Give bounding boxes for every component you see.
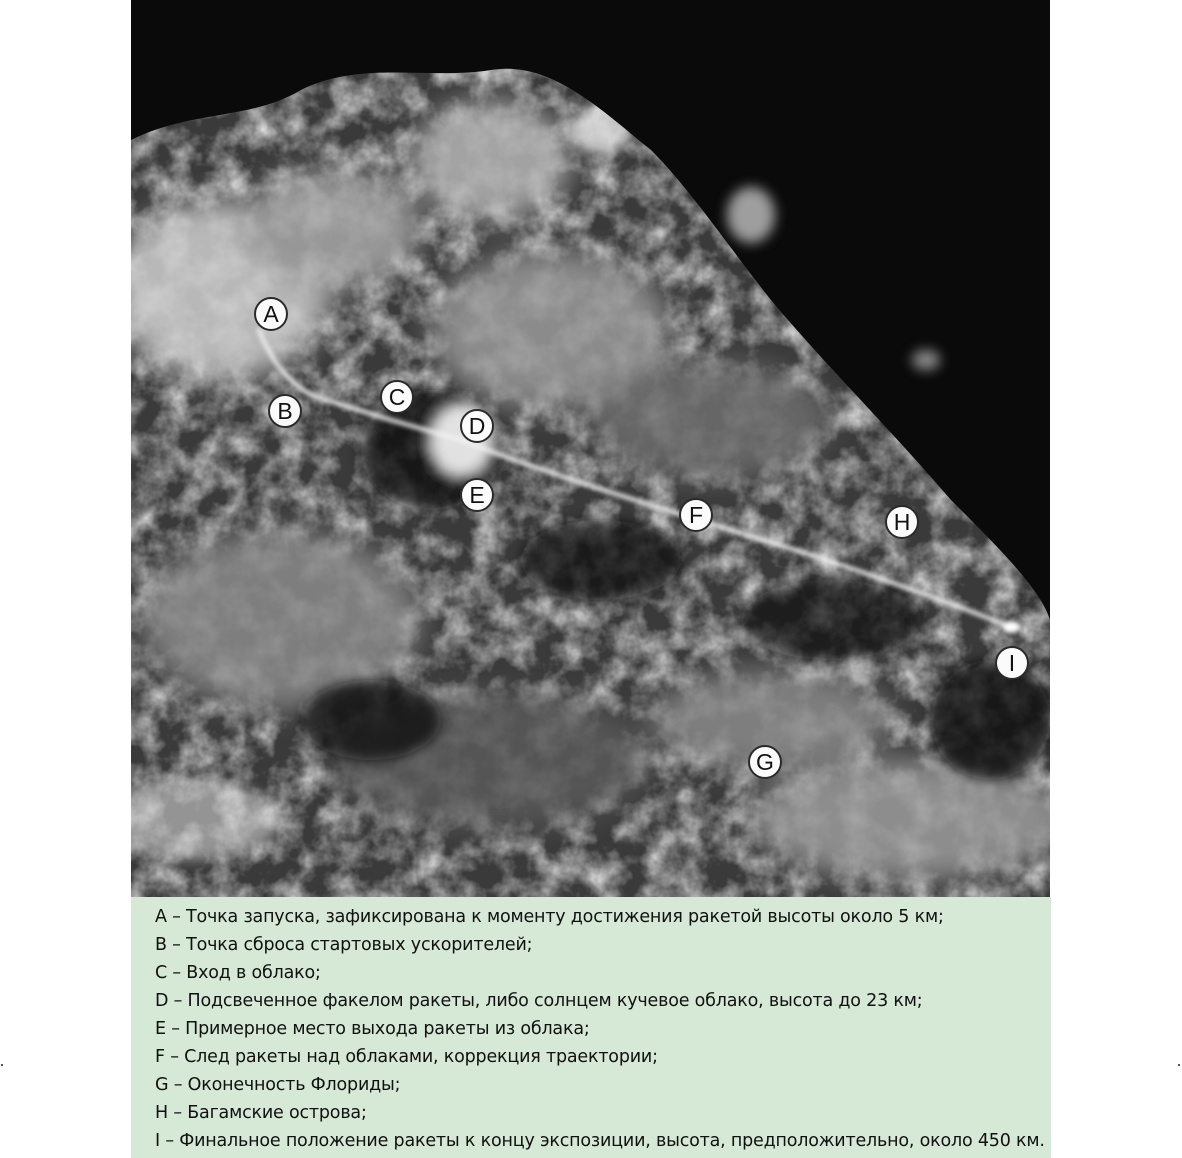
- marker-d: D: [460, 409, 494, 443]
- cloud-imagery: [131, 0, 1050, 897]
- edge-dot-left: [1, 1064, 3, 1066]
- legend-item-d: D – Подсвеченное факелом ракеты, либо солнцем кучевое облако, высота до 23 км;: [155, 991, 923, 1011]
- legend-item-a: A – Точка запуска, зафиксирована к моменту достижения ракетой высоты около 5 км;: [155, 907, 944, 927]
- marker-h: H: [885, 505, 919, 539]
- legend-item-e: E – Примерное место выхода ракеты из облака;: [155, 1019, 590, 1039]
- legend-item-g: G – Оконечность Флориды;: [155, 1075, 401, 1095]
- marker-b: B: [268, 394, 302, 428]
- legend-item-b: B – Точка сброса стартовых ускорителей;: [155, 935, 533, 955]
- legend-panel: [131, 897, 1051, 1158]
- legend-item-c: C – Вход в облако;: [155, 963, 321, 983]
- legend-item-h: H – Багамские острова;: [155, 1103, 367, 1123]
- marker-i: I: [995, 646, 1029, 680]
- marker-e: E: [460, 478, 494, 512]
- legend-item-i: I – Финальное положение ракеты к концу экспозиции, высота, предположительно, около 450 км.: [155, 1131, 1045, 1151]
- marker-a: A: [254, 297, 288, 331]
- legend-item-f: F – След ракеты над облаками, коррекция траектории;: [155, 1047, 658, 1067]
- edge-dot-right: [1178, 1064, 1180, 1066]
- satellite-photo: [131, 0, 1050, 897]
- marker-f: F: [679, 498, 713, 532]
- marker-c: C: [380, 380, 414, 414]
- marker-g: G: [748, 745, 782, 779]
